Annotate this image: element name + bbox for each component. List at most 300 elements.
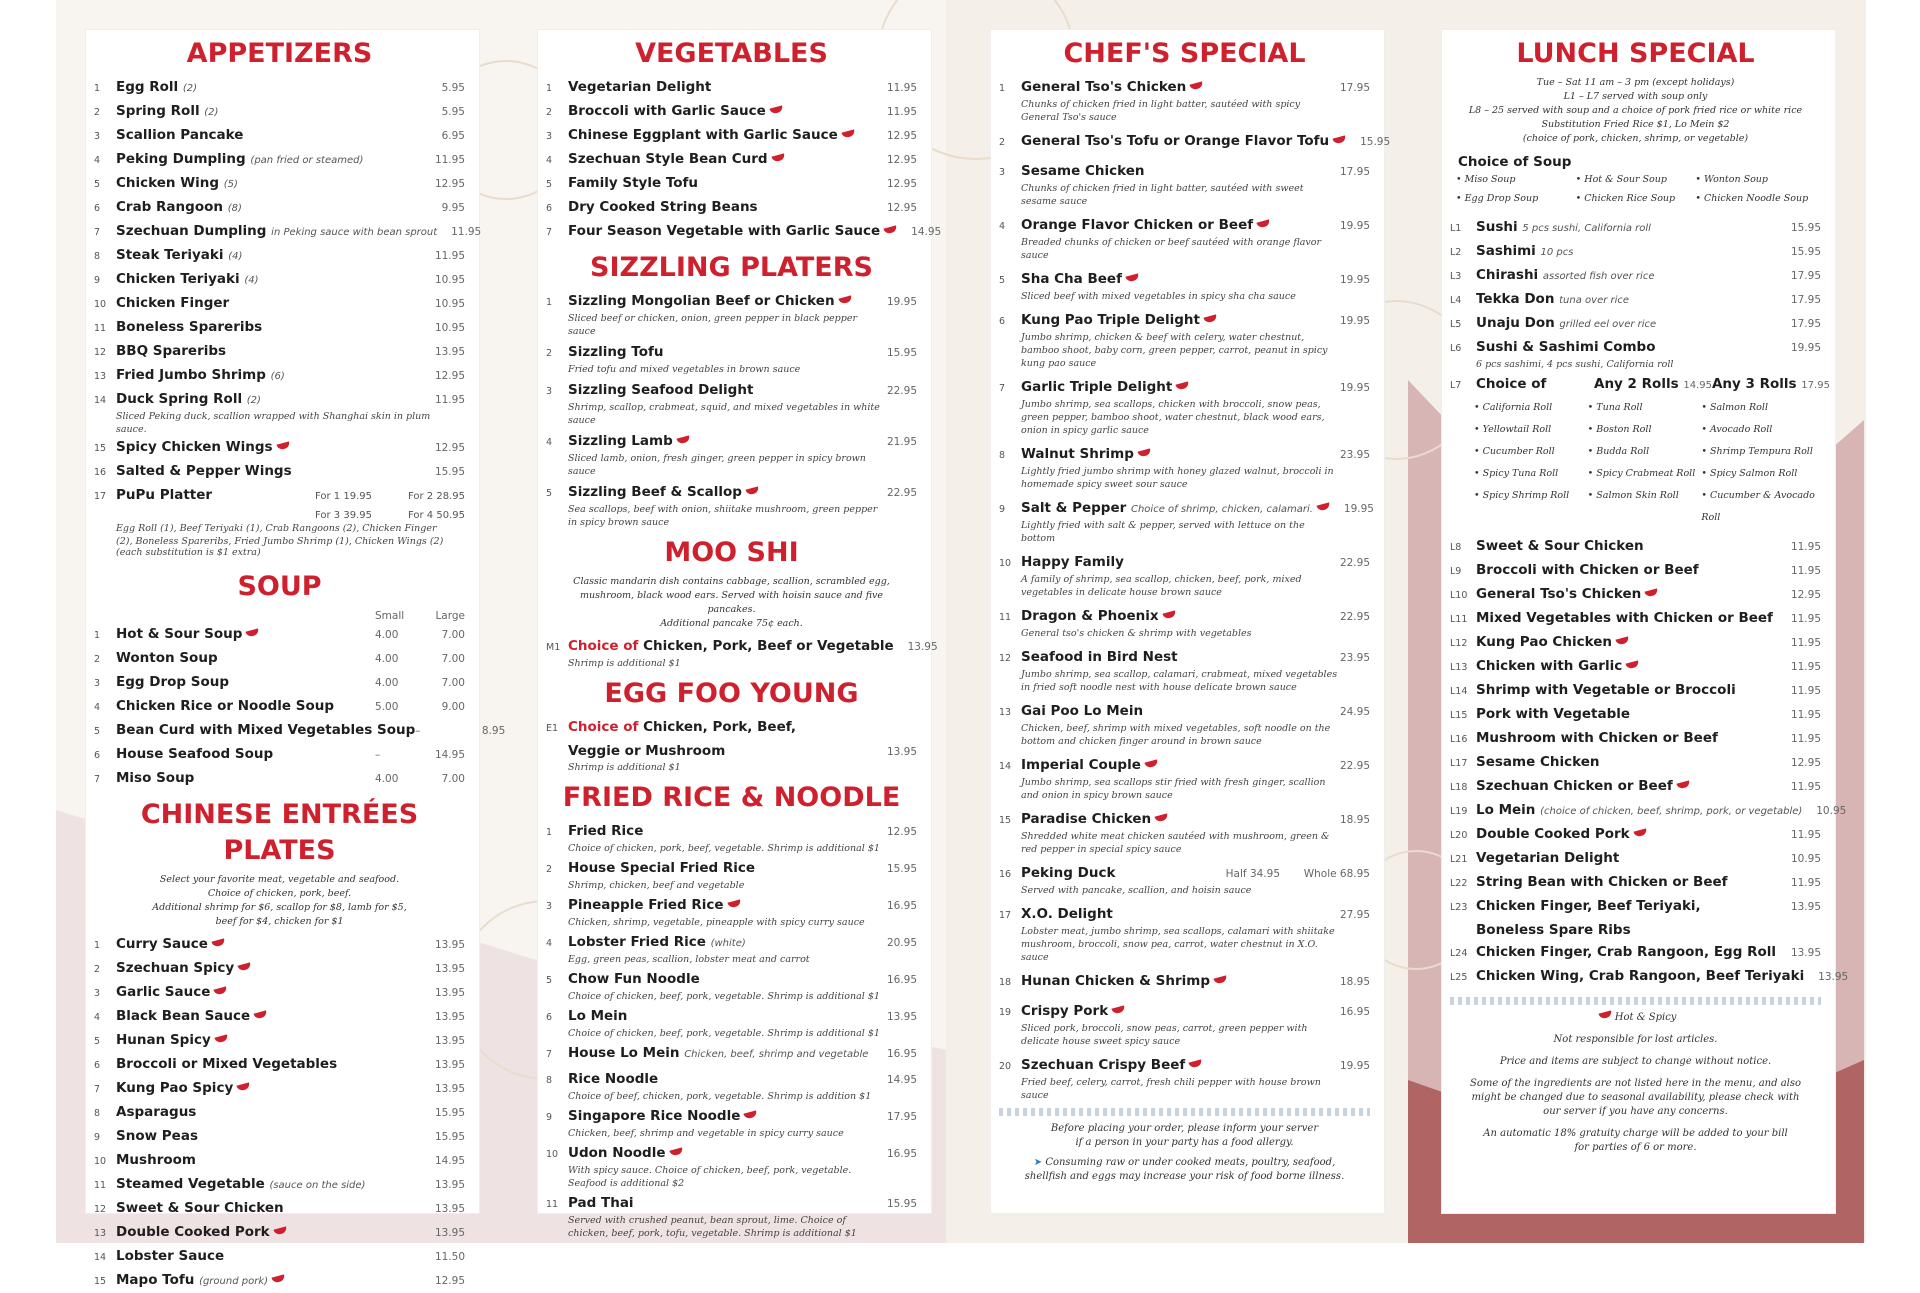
item-price: 11.95 xyxy=(1790,829,1821,841)
menu-item[interactable] xyxy=(1450,727,1821,751)
item-price: 12.95 xyxy=(886,154,917,166)
menu-item[interactable] xyxy=(546,968,917,992)
item-name: Chicken Rice or Noodle Soup xyxy=(116,698,335,714)
menu-item[interactable] xyxy=(1450,607,1821,631)
section-note: beef for $4, chicken for $1 xyxy=(215,916,344,927)
item-number: L3 xyxy=(1450,271,1462,282)
menu-item[interactable] xyxy=(94,981,465,1005)
item-number: 11 xyxy=(546,1199,559,1210)
item-price: 13.95 xyxy=(886,1011,917,1023)
menu-item[interactable] xyxy=(546,124,917,148)
menu-item[interactable] xyxy=(999,754,1370,778)
allergy-note: Before placing your order, please inform your server xyxy=(1050,1123,1319,1134)
item-name: Garlic Triple Delight xyxy=(1021,376,1326,398)
menu-item[interactable] xyxy=(546,820,917,844)
item-name: Salt & Pepper Choice of shrimp, chicken, calamari. xyxy=(1021,497,1330,521)
item-number: 6 xyxy=(999,316,1006,327)
menu-item[interactable] xyxy=(1450,847,1821,871)
item-number: L1 xyxy=(1450,223,1462,234)
item-price: 19.95 xyxy=(1339,220,1370,232)
item-price: 11.95 xyxy=(1790,709,1821,721)
menu-item[interactable] xyxy=(999,646,1370,670)
allergy-note: if a person in your party has a food allergy. xyxy=(1075,1137,1294,1148)
sushi-list xyxy=(1450,216,1821,371)
item-name: Orange Flavor Chicken or Beef xyxy=(1021,214,1326,236)
soup-option: • Egg Drop Soup xyxy=(1456,193,1539,204)
item-number: 9 xyxy=(94,1132,101,1143)
item-price: 13.95 xyxy=(1790,947,1821,959)
soup-list xyxy=(94,623,506,791)
item-name: General Tso's Chicken xyxy=(1476,583,1777,605)
item-description: Fried tofu and mixed vegetables in brown sauce xyxy=(568,364,801,375)
item-price: 13.95 xyxy=(434,1011,465,1023)
item-name: Chicken Finger xyxy=(116,295,230,311)
item-number: 2 xyxy=(94,654,101,665)
item-name: Fried Jumbo Shrimp (6) xyxy=(116,367,285,383)
menu-item[interactable] xyxy=(1450,583,1821,607)
item-price: 13.95 xyxy=(1818,971,1849,983)
item-name: Vegetarian Delight xyxy=(568,79,712,95)
lunch-list xyxy=(1450,535,1849,989)
item-number: 7 xyxy=(94,774,101,785)
menu-item[interactable] xyxy=(1450,751,1821,775)
menu-item-cont xyxy=(546,740,917,763)
item-qualifier: (choice of chicken, beef, shrimp, pork, or vegetable) xyxy=(1540,806,1803,817)
menu-item[interactable] xyxy=(1450,559,1821,583)
menu-item[interactable] xyxy=(94,933,465,957)
item-description: Sliced lamb, onion, fresh ginger, green pepper in spicy brown sauce xyxy=(568,453,866,477)
menu-item[interactable] xyxy=(94,76,465,100)
menu-item[interactable] xyxy=(999,443,1370,467)
item-number: 7 xyxy=(546,1049,553,1060)
menu-item[interactable] xyxy=(94,1053,465,1077)
menu-item[interactable] xyxy=(1450,775,1821,799)
item-prices xyxy=(415,720,505,742)
menu-item[interactable] xyxy=(1450,703,1821,727)
item-name: Duck Spring Roll (2) xyxy=(116,391,261,407)
item-number: 11 xyxy=(94,1180,107,1191)
menu-item[interactable] xyxy=(1450,871,1821,895)
menu-item[interactable] xyxy=(94,148,465,172)
menu-item[interactable] xyxy=(1450,965,1849,989)
menu-item-l7[interactable] xyxy=(1450,373,1830,397)
roll-option: • Salmon Roll xyxy=(1701,402,1768,413)
item-name: House Special Fried Rice xyxy=(568,860,756,876)
menu-item[interactable] xyxy=(94,388,465,412)
appetizers-list xyxy=(94,76,482,484)
item-price: 11.95 xyxy=(1790,613,1821,625)
item-prices xyxy=(375,696,465,718)
menu-item[interactable] xyxy=(546,100,917,124)
item-qualifier: Choice of shrimp, chicken, calamari. xyxy=(1130,504,1313,515)
item-name: Bean Curd with Mixed Vegetables Soup xyxy=(116,722,416,738)
menu-item[interactable] xyxy=(94,244,465,268)
menu-item[interactable] xyxy=(1450,535,1821,559)
roll-option: • Tuna Roll xyxy=(1587,402,1643,413)
item-qualifier: (4) xyxy=(228,251,243,262)
hot-pepper-icon xyxy=(838,295,852,304)
menu-item[interactable] xyxy=(546,290,917,314)
item-number: 17 xyxy=(999,910,1012,921)
item-description: 6 pcs sashimi, 4 pcs sushi, California roll xyxy=(1476,359,1674,370)
item-price: 23.95 xyxy=(1339,652,1370,664)
item-number: 5 xyxy=(546,975,553,986)
item-price: 13.95 xyxy=(434,963,465,975)
menu-item[interactable] xyxy=(546,931,917,955)
item-number: 16 xyxy=(94,467,107,478)
item-name: Hunan Chicken & Shrimp xyxy=(1021,970,1326,992)
menu-item[interactable] xyxy=(94,647,465,671)
item-qualifier: (sauce on the side) xyxy=(269,1180,366,1191)
item-price: 9.95 xyxy=(441,202,465,214)
menu-item[interactable] xyxy=(94,767,465,791)
menu-item[interactable] xyxy=(94,1269,465,1293)
section-title: APPETIZERS xyxy=(186,38,373,69)
menu-item[interactable] xyxy=(94,1005,465,1029)
menu-item[interactable] xyxy=(999,497,1374,521)
menu-item[interactable] xyxy=(1450,264,1821,288)
menu-item[interactable] xyxy=(94,1221,465,1245)
section-note: Choice of chicken, pork, beef. xyxy=(207,888,352,899)
roll-option: • Cucumber & Avocado Roll xyxy=(1701,490,1815,523)
item-price: 10.95 xyxy=(1816,805,1847,817)
item-price: 16.95 xyxy=(886,974,917,986)
item-description: Egg Roll (1), Beef Teriyaki (1), Crab Rangoons (2), Chicken Finger (2), Boneless Spareribs, Fried Jumbo Shrimp (1), Chicken Wings (2) xyxy=(116,523,444,547)
item-name: Sha Cha Beef xyxy=(1021,268,1326,290)
item-price: 22.95 xyxy=(1339,611,1370,623)
menu-item[interactable] xyxy=(999,970,1370,994)
menu-item[interactable] xyxy=(546,1105,917,1129)
menu-item[interactable] xyxy=(546,196,917,220)
item-number: 4 xyxy=(94,702,101,713)
item-number: L5 xyxy=(1450,319,1462,330)
divider xyxy=(999,1108,1370,1116)
sizzling-list xyxy=(546,290,917,529)
roll-option: • Yellowtail Roll xyxy=(1474,424,1552,435)
item-price: 27.95 xyxy=(1339,909,1370,921)
menu-item[interactable] xyxy=(94,268,465,292)
menu-item[interactable] xyxy=(94,957,465,981)
menu-item[interactable] xyxy=(999,309,1370,333)
item-price: 11.95 xyxy=(1790,733,1821,745)
item-number: 1 xyxy=(999,83,1006,94)
item-description: Shrimp, chicken, beef and vegetable xyxy=(568,880,745,891)
menu-item[interactable] xyxy=(1450,216,1821,240)
item-number: 1 xyxy=(94,83,101,94)
menu-item[interactable] xyxy=(94,460,465,484)
menu-item[interactable] xyxy=(94,623,465,647)
item-name: Miso Soup xyxy=(116,770,195,786)
item-price: 12.95 xyxy=(886,130,917,142)
item-name: Steak Teriyaki (4) xyxy=(116,247,243,263)
item-number: 4 xyxy=(546,155,553,166)
item-number: 11 xyxy=(999,612,1012,623)
item-number: 17 xyxy=(94,491,107,502)
item-description: Shrimp is additional $1 xyxy=(568,762,681,773)
menu-item[interactable] xyxy=(999,808,1370,832)
menu-item[interactable] xyxy=(94,1029,465,1053)
item-prices xyxy=(375,768,465,790)
menu-item[interactable] xyxy=(1450,240,1821,264)
menu-item[interactable] xyxy=(94,1245,465,1269)
item-name: Boneless Spare Ribs xyxy=(1476,922,1631,938)
lunch-note: Substitution Fried Rice $1, Lo Mein $2 xyxy=(1541,119,1730,130)
menu-item[interactable] xyxy=(999,76,1370,100)
menu-item[interactable] xyxy=(999,268,1370,292)
item-name: Fried Rice xyxy=(568,823,644,839)
item-number: 2 xyxy=(546,348,553,359)
menu-item[interactable] xyxy=(999,605,1370,629)
item-description: Sliced beef with mixed vegetables in spicy sha cha sauce xyxy=(1021,291,1296,302)
item-number: 6 xyxy=(94,1060,101,1071)
menu-item[interactable] xyxy=(94,695,465,719)
item-name: Sizzling Mongolian Beef or Chicken xyxy=(568,290,873,312)
pupu-label: For 1 xyxy=(315,491,341,502)
hot-pepper-icon xyxy=(271,1274,285,1283)
item-description: Jumbo shrimp, sea scallops, chicken with broccoli, snow peas, green pepper, bamboo shoot, water chestnut, black wood ears, onion in spicy garlic sauce xyxy=(1021,399,1325,436)
menu-item[interactable] xyxy=(999,376,1370,400)
roll-option: • Avocado Roll xyxy=(1701,424,1773,435)
vegetables-section xyxy=(538,36,942,244)
item-description: Chicken, beef, shrimp and vegetable in spicy curry sauce xyxy=(568,1128,844,1139)
menu-item[interactable] xyxy=(94,292,465,316)
lunch-note: (choice of pork, chicken, shrimp, or vegetable) xyxy=(1522,133,1749,144)
hot-pepper-icon xyxy=(1598,1010,1612,1019)
item-price: 19.95 xyxy=(1339,382,1370,394)
menu-item[interactable] xyxy=(1450,312,1821,336)
pupu-price: 50.95 xyxy=(436,510,465,521)
item-name: Singapore Rice Noodle xyxy=(568,1105,873,1127)
item-name: Chicken Wing, Crab Rangoon, Beef Teriyaki xyxy=(1476,968,1805,984)
menu-item[interactable] xyxy=(999,551,1370,575)
eggfoo-section xyxy=(538,676,931,774)
item-description: Choice of beef, chicken, pork, vegetable. Shrimp is addition $1 xyxy=(568,1091,872,1102)
entrees-section xyxy=(86,797,479,1293)
item-number: 7 xyxy=(94,227,101,238)
menu-item[interactable] xyxy=(1450,823,1821,847)
item-price: 16.95 xyxy=(886,1148,917,1160)
item-number: 7 xyxy=(546,227,553,238)
item-name: Mushroom with Chicken or Beef xyxy=(1476,730,1718,746)
menu-item[interactable] xyxy=(94,220,482,244)
menu-item[interactable] xyxy=(999,862,1370,886)
item-name: Double Cooked Pork xyxy=(116,1221,421,1243)
item-name: Kung Pao Spicy xyxy=(116,1077,421,1099)
item-name: Unaju Don grilled eel over rice xyxy=(1476,315,1657,331)
menu-item[interactable] xyxy=(1450,941,1821,965)
item-name: Egg Drop Soup xyxy=(116,674,230,690)
item-name: Spring Roll (2) xyxy=(116,103,219,119)
menu-item[interactable] xyxy=(94,743,465,767)
item-number: L13 xyxy=(1450,662,1468,673)
menu-item[interactable] xyxy=(546,635,938,659)
item-name: Gai Poo Lo Mein xyxy=(1021,703,1144,719)
item-name: Chinese Eggplant with Garlic Sauce xyxy=(568,124,873,146)
item-number: 6 xyxy=(94,203,101,214)
soup-option: • Wonton Soup xyxy=(1695,174,1769,185)
item-number: E1 xyxy=(546,723,559,734)
hot-pepper-icon xyxy=(1203,314,1217,323)
item-price: 5.95 xyxy=(441,82,465,94)
item-number: 4 xyxy=(94,1012,101,1023)
menu-item[interactable] xyxy=(546,172,917,196)
item-number: 13 xyxy=(999,707,1012,718)
hot-pepper-icon xyxy=(214,1034,228,1043)
item-name: Sweet & Sour Chicken xyxy=(1476,538,1644,554)
roll-option: • Spicy Shrimp Roll xyxy=(1474,490,1570,501)
menu-item[interactable] xyxy=(94,484,465,508)
size-large: Large xyxy=(435,610,465,622)
item-price: 15.95 xyxy=(434,1131,465,1143)
menu-item[interactable] xyxy=(546,1068,917,1092)
section-note: Classic mandarin dish contains cabbage, scallion, scrambled egg, mushroom, black wood ears. Served with hoisin sauce and five pancakes. xyxy=(573,576,890,615)
pupu-price: 28.95 xyxy=(436,491,465,502)
menu-item[interactable] xyxy=(1450,631,1821,655)
item-name: Crab Rangoon (8) xyxy=(116,199,242,215)
menu-item[interactable] xyxy=(546,379,917,403)
item-price: 13.95 xyxy=(434,1203,465,1215)
item-price: 12.95 xyxy=(886,202,917,214)
menu-item[interactable] xyxy=(94,364,465,388)
item-price: 10.95 xyxy=(434,274,465,286)
menu-item[interactable] xyxy=(94,1197,465,1221)
menu-item[interactable] xyxy=(546,1192,917,1216)
menu-item[interactable] xyxy=(94,671,465,695)
menu-item[interactable] xyxy=(94,340,465,364)
section-title: EGG FOO YOUNG xyxy=(604,678,859,709)
item-description: Chunks of chicken fried in light batter, sautéed with spicy General Tso's sauce xyxy=(1021,99,1301,123)
menu-item[interactable] xyxy=(94,172,465,196)
item-name: Sesame Chicken xyxy=(1021,163,1145,179)
item-price: 6.95 xyxy=(441,130,465,142)
menu-item[interactable] xyxy=(1450,895,1821,919)
menu-item[interactable] xyxy=(94,1149,465,1173)
item-price: 12.95 xyxy=(1790,589,1821,601)
item-name: Peking Duck xyxy=(1021,865,1116,881)
item-number: L24 xyxy=(1450,948,1468,959)
menu-item[interactable] xyxy=(999,214,1370,238)
item-description: Chunks of chicken fried in light batter, sautéed with sweet sesame sauce xyxy=(1021,183,1304,207)
menu-item[interactable] xyxy=(94,436,465,460)
menu-item[interactable] xyxy=(546,1005,917,1029)
menu-item[interactable] xyxy=(546,76,917,100)
menu-item[interactable] xyxy=(1450,679,1821,703)
item-number: 3 xyxy=(94,988,101,999)
item-number: 1 xyxy=(94,940,101,951)
item-price: 24.95 xyxy=(1339,706,1370,718)
item-name: Wonton Soup xyxy=(116,650,218,666)
menu-item[interactable] xyxy=(546,430,917,454)
item-price: 15.95 xyxy=(886,1198,917,1210)
soup-option: • Hot & Sour Soup xyxy=(1575,174,1667,185)
menu-item[interactable] xyxy=(546,220,942,244)
menu-item[interactable] xyxy=(999,903,1370,927)
price-small: 4.00 xyxy=(375,629,399,641)
item-name: Tekka Don tuna over rice xyxy=(1476,291,1630,307)
item-price: 11.95 xyxy=(434,154,465,166)
item-name: Lo Mein (choice of chicken, beef, shrimp, pork, or vegetable) xyxy=(1476,802,1803,818)
item-qualifier: (2) xyxy=(246,395,261,406)
item-price: 13.95 xyxy=(907,641,938,653)
item-name: Sesame Chicken xyxy=(1476,754,1600,770)
menu-item[interactable] xyxy=(94,1101,465,1125)
menu-item[interactable] xyxy=(999,130,1391,154)
item-price: 19.95 xyxy=(1790,342,1821,354)
menu-item[interactable] xyxy=(546,894,917,918)
menu-item[interactable] xyxy=(94,100,465,124)
menu-item[interactable] xyxy=(546,341,917,365)
item-price: 5.95 xyxy=(441,106,465,118)
item-number: 12 xyxy=(999,653,1012,664)
item-name: Sweet & Sour Chicken xyxy=(116,1200,284,1216)
menu-item[interactable] xyxy=(999,160,1370,184)
menu-item[interactable] xyxy=(546,1142,917,1166)
hot-pepper-icon xyxy=(1257,219,1271,228)
menu-item[interactable] xyxy=(546,857,917,881)
menu-item[interactable] xyxy=(94,316,465,340)
menu-item[interactable] xyxy=(1450,288,1821,312)
menu-item[interactable] xyxy=(999,1054,1370,1078)
item-name: House Seafood Soup xyxy=(116,746,274,762)
item-price: 11.95 xyxy=(1790,877,1821,889)
roll-option: • Budda Roll xyxy=(1587,446,1650,457)
hot-pepper-icon xyxy=(246,628,260,637)
menu-item[interactable] xyxy=(94,1077,465,1101)
item-number: 13 xyxy=(94,371,107,382)
menu-item[interactable] xyxy=(94,1173,465,1197)
item-name: Szechuan Style Bean Curd xyxy=(568,148,873,170)
item-number: 4 xyxy=(546,938,553,949)
item-number: 11 xyxy=(94,323,107,334)
item-price: 18.95 xyxy=(1339,976,1370,988)
menu-item[interactable] xyxy=(94,719,506,743)
item-price: 19.95 xyxy=(886,296,917,308)
item-price: 17.95 xyxy=(1790,294,1821,306)
item-number: 3 xyxy=(94,678,101,689)
menu-item[interactable] xyxy=(546,148,917,172)
item-number: 3 xyxy=(94,131,101,142)
item-number: L4 xyxy=(1450,295,1462,306)
hot-pepper-icon xyxy=(214,986,228,995)
menu-item[interactable] xyxy=(999,700,1370,724)
menu-item[interactable] xyxy=(546,1042,917,1066)
item-name: Szechuan Crispy Beef xyxy=(1021,1054,1326,1076)
menu-item[interactable] xyxy=(94,124,465,148)
menu-item[interactable] xyxy=(1450,799,1847,823)
item-number: 1 xyxy=(94,630,101,641)
item-name: Rice Noodle xyxy=(568,1071,659,1087)
menu-item[interactable] xyxy=(94,196,465,220)
item-name: String Bean with Chicken or Beef xyxy=(1476,874,1728,890)
menu-item[interactable] xyxy=(999,1000,1370,1024)
menu-item[interactable] xyxy=(546,716,917,740)
item-price: 13.95 xyxy=(1790,901,1821,913)
item-number: 3 xyxy=(999,167,1006,178)
hot-pepper-icon xyxy=(841,129,855,138)
item-price: 14.95 xyxy=(434,1155,465,1167)
divider xyxy=(1450,997,1821,1005)
hot-pepper-icon xyxy=(676,435,690,444)
legend: Hot & Spicy xyxy=(1450,1011,1821,1025)
menu-item[interactable] xyxy=(1450,336,1821,360)
menu-item[interactable] xyxy=(94,1125,465,1149)
menu-item[interactable] xyxy=(546,481,917,505)
item-price: 21.95 xyxy=(886,436,917,448)
menu-item[interactable] xyxy=(1450,655,1821,679)
hot-pepper-icon xyxy=(1190,81,1204,90)
section-title: CHINESE ENTRÉES PLATES xyxy=(140,799,419,866)
item-name: Pad Thai xyxy=(568,1195,634,1211)
